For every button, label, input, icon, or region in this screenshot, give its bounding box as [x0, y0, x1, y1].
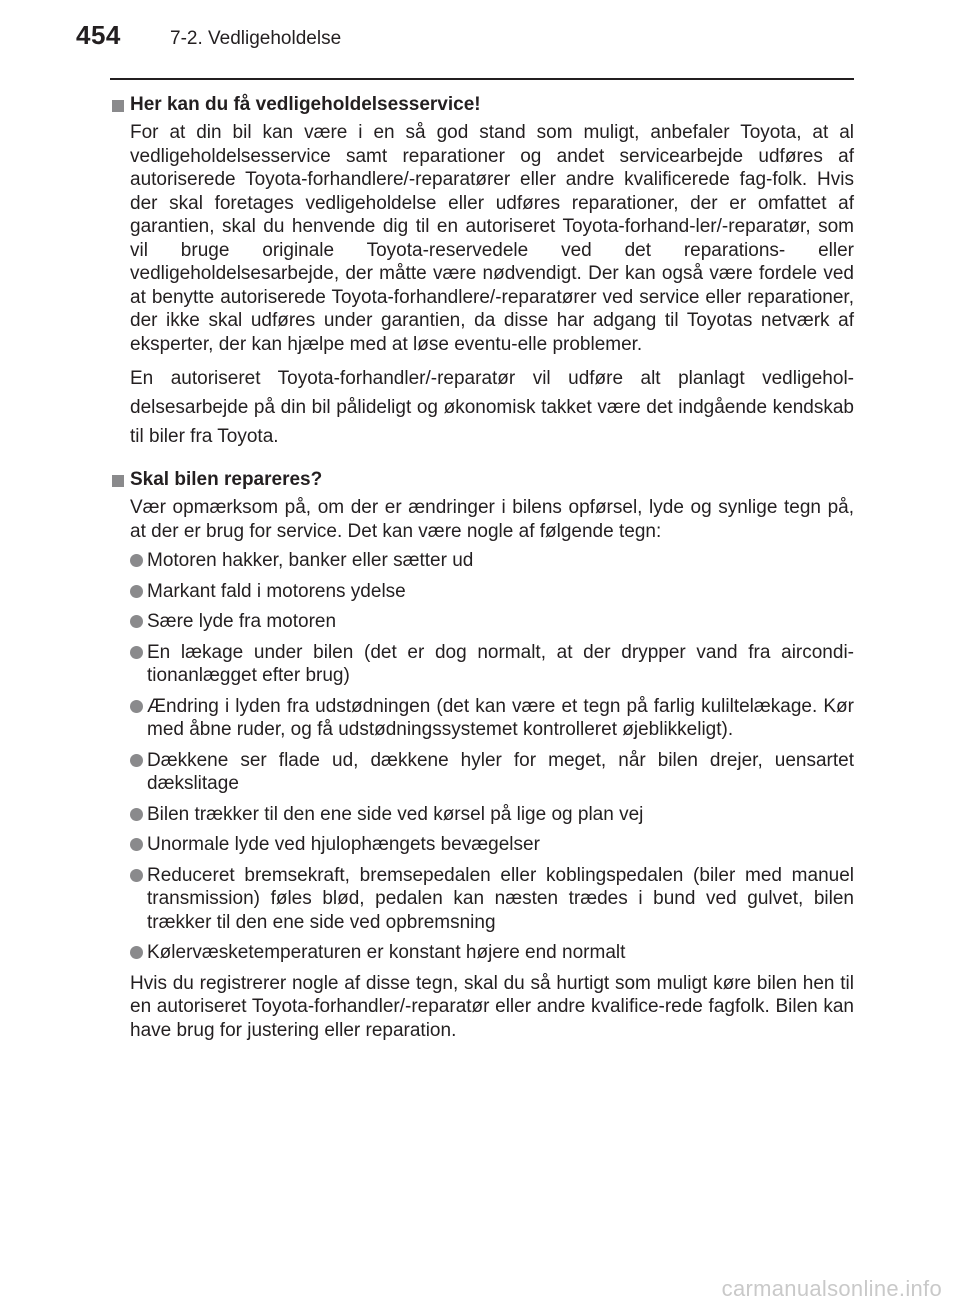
page-header [0, 0, 960, 80]
circle-bullet-icon [130, 615, 143, 628]
paragraph-service-recommendation: For at din bil kan være i en så god stand som muligt, anbefaler Toyota, at al vedligeholdelsesservice samt reparationer og andet servicearbejde udføres af autoriserede Toyota-forhandlere/-reparatører eller andre kvalificerede fag-folk. Hvis der skal foretages vedligeholdelse eller udføres reparationer, der er omfattet af garantien, skal du henvende dig til en autoriseret Toyota-forhand-ler/-reparatør, som vil bruge originale Toyota-reservedele ved det reparations- eller vedligeholdelsesarbejde, der måtte være nødvendigt. Der kan også være fordele ved at benytte autoriserede Toyota-forhandlere/-reparatører ved service eller reparationer, der ikke skal udføres under garantien, da disse har adgang til Toyotas netværk af eksperter, der kan hjælpe med at løse eventu-elle problemer. [130, 122, 854, 355]
list-item: Kølervæsketemperaturen er konstant højere end normalt [130, 941, 854, 965]
page-number: 454 [76, 20, 121, 50]
paragraph-repair-intro: Vær opmærksom på, om der er ændringer i bilens opførsel, lyde og synlige tegn på, at der er brug for service. Det kan være nogle af følgende tegn: [130, 497, 854, 542]
square-bullet-icon [112, 100, 124, 112]
section-title: 7-2. Vedligeholdelse [170, 28, 342, 49]
list-item: Bilen trækker til den ene side ved kørsel på lige og plan vej [130, 803, 854, 827]
list-item: En lækage under bilen (det er dog normalt, at der drypper vand fra aircondi-tionanlægget efter brug) [130, 641, 854, 688]
section-heading-text: Her kan du få vedligeholdelsesservice! [130, 94, 481, 115]
section-heading-text: Skal bilen repareres? [130, 469, 323, 490]
circle-bullet-icon [130, 869, 143, 882]
header-divider [110, 78, 854, 80]
paragraph-closing-advice: Hvis du registrerer nogle af disse tegn, skal du så hurtigt som muligt køre bilen hen til en autoriseret Toyota-forhandler/-reparatør eller andre kvalifice-rede fagfolk. Bilen kan have brug for justering eller reparation. [130, 972, 854, 1041]
list-item: Unormale lyde ved hjulophængets bevægelser [130, 833, 854, 857]
section-heading-service [110, 92, 854, 118]
list-item: Ændring i lyden fra udstødningen (det kan være et tegn på farlig kuliltelækage. Kør med åbne ruder, og få udstødningssystemet kontrolleret øjeblikkeligt). [130, 695, 854, 742]
section-heading-repair [110, 467, 854, 493]
list-item: Motoren hakker, banker eller sætter ud [130, 549, 854, 573]
list-item: Sære lyde fra motoren [130, 610, 854, 634]
circle-bullet-icon [130, 946, 143, 959]
square-bullet-icon [112, 475, 124, 487]
circle-bullet-icon [130, 700, 143, 713]
circle-bullet-icon [130, 808, 143, 821]
circle-bullet-icon [130, 554, 143, 567]
list-item: Markant fald i motorens ydelse [130, 580, 854, 604]
page-content [110, 88, 854, 1042]
circle-bullet-icon [130, 754, 143, 767]
warning-signs-list [130, 549, 854, 965]
paragraph-authorized-dealer: En autoriseret Toyota-forhandler/-reparatør vil udføre alt planlagt vedligehol-delsesarbejde på din bil pålideligt og økonomisk takket være det indgående kendskab til biler fra Toyota. [130, 368, 854, 447]
list-item: Reduceret bremsekraft, bremsepedalen eller koblingspedalen (biler med manuel transmission) føles blød, pedalen kan næsten trædes i bund ved gulvet, bilen trækker til den ene side ved opbremsning [130, 864, 854, 935]
circle-bullet-icon [130, 646, 143, 659]
circle-bullet-icon [130, 838, 143, 851]
circle-bullet-icon [130, 585, 143, 598]
watermark: carmanualsonline.info [721, 1276, 942, 1301]
list-item: Dækkene ser flade ud, dækkene hyler for meget, når bilen drejer, uensartet dækslitage [130, 749, 854, 796]
